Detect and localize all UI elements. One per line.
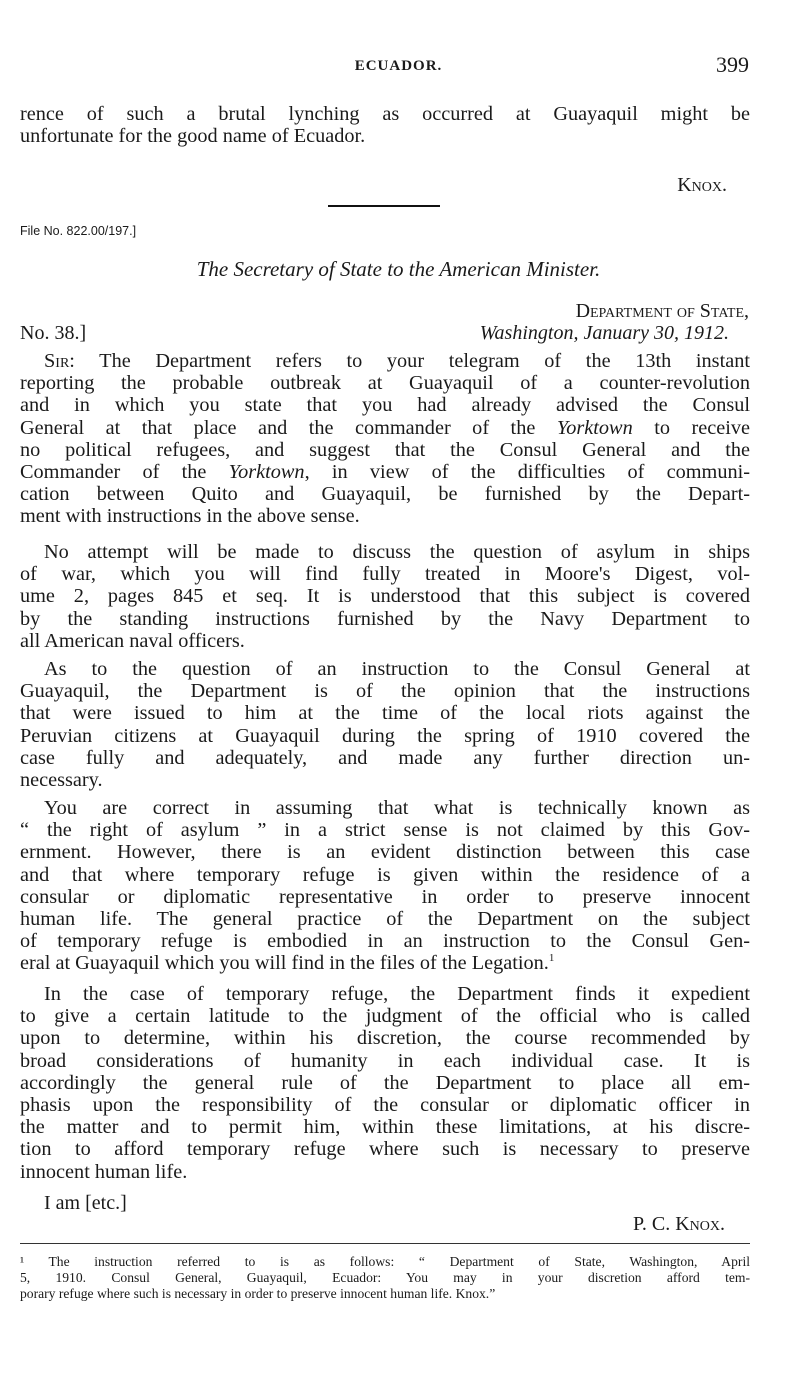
opening-paragraph: [20, 103, 750, 147]
footnote-line: ¹ The instruction referred to is as follows: “ Department of State, Washington, April: [20, 1254, 750, 1269]
signature-pc-knox: P. C. Knox.: [632, 1213, 725, 1235]
text-line: [20, 952, 750, 974]
text-line: by the standing instructions furnished by the Navy Department to: [20, 607, 750, 630]
closing: I am [etc.]: [44, 1192, 127, 1214]
text-line: of temporary refuge is embodied in an instruction to the Consul Gen-: [20, 930, 750, 953]
text-line: broad considerations of humanity in each individual case. It is: [20, 1049, 750, 1072]
footnote: [20, 1254, 750, 1302]
dateline: Washington, January 30, 1912.: [479, 322, 729, 344]
text-line: Peruvian citizens at Guayaquil during the spring of 1910 covered the: [20, 724, 750, 747]
text-line: to give a certain latitude to the judgment of the official who is called: [20, 1005, 750, 1028]
text-line: necessary.: [20, 769, 103, 792]
footnote-line: porary refuge where such is necessary in order to preserve innocent human life. Knox.”: [20, 1286, 496, 1301]
document-heading: The Secretary of State to the American Minister.: [196, 257, 601, 281]
text-line: ment with instructions in the above sense.: [20, 505, 360, 528]
text-line-content: eral at Guayaquil which you will find in the files of the Legation.: [20, 952, 549, 975]
paragraph-3: [20, 658, 750, 791]
text-line: ume 2, pages 845 et seq. It is understood that this subject is covered: [20, 585, 750, 608]
text-line: reporting the probable outbreak at Guayaquil of a counter-revolution: [20, 372, 750, 395]
text-line: and that where temporary refuge is given within the residence of a: [20, 863, 750, 886]
section-divider: [328, 205, 440, 207]
text-line: consular or diplomatic representative in order to preserve innocent: [20, 885, 750, 908]
text-line: upon to determine, within his discretion, the course recommended by: [20, 1027, 750, 1050]
text-line: tion to afford temporary refuge where such is necessary to preserve: [20, 1138, 750, 1161]
text-line: accordingly the general rule of the Department to place all em-: [20, 1071, 750, 1094]
page-number: 399: [716, 52, 749, 77]
text-line: and in which you state that you had already advised the Consul: [20, 394, 750, 417]
running-header: ECUADOR.: [354, 58, 443, 74]
text-line: all American naval officers.: [20, 629, 245, 652]
text-line: Commander of the Yorktown, in view of the difficulties of communi-: [20, 461, 750, 484]
file-number: File No. 822.00/197.]: [20, 224, 137, 238]
text-line: “ the right of asylum ” in a strict sense is not claimed by this Gov-: [20, 819, 750, 842]
paragraph-5: [20, 983, 750, 1183]
document-number: No. 38.]: [20, 322, 87, 344]
text-line: no political refugees, and suggest that the Consul General and the: [20, 438, 750, 461]
signature-knox: Knox.: [677, 174, 727, 196]
text-line: case fully and adequately, and made any further direction un-: [20, 746, 750, 769]
text-line: General at that place and the commander of the Yorktown to receive: [20, 416, 751, 439]
text-line: Guayaquil, the Department is of the opinion that the instructions: [20, 680, 750, 703]
text-line: unfortunate for the good name of Ecuador.: [20, 125, 366, 148]
footnote-marker: 1: [548, 952, 555, 965]
text-line: cation between Quito and Guayaquil, be furnished by the Depart-: [20, 483, 750, 506]
footnote-divider: [20, 1243, 750, 1244]
text-line: phasis upon the responsibility of the consular or diplomatic officer in: [20, 1094, 750, 1117]
paragraph-4: [20, 797, 750, 975]
paragraph-2: [20, 541, 750, 652]
text-line: of war, which you will find fully treated in Moore's Digest, vol-: [20, 563, 750, 586]
text-line: Sir: The Department refers to your telegram of the 13th instant: [44, 350, 750, 372]
footnote-line: 5, 1910. Consul General, Guayaquil, Ecuador: You may in your discretion afford tem-: [20, 1270, 750, 1285]
text-line: ernment. However, there is an evident distinction between this case: [20, 841, 750, 864]
text-line: As to the question of an instruction to the Consul General at: [44, 658, 750, 680]
text-line: In the case of temporary refuge, the Department finds it expedient: [44, 983, 750, 1005]
text-line: human life. The general practice of the Department on the subject: [20, 908, 750, 931]
text-line: rence of such a brutal lynching as occurred at Guayaquil might be: [20, 103, 750, 125]
text-line: that were issued to him at the time of the local riots against the: [20, 702, 750, 725]
department-line: Department of State,: [575, 300, 749, 322]
text-line: No attempt will be made to discuss the question of asylum in ships: [44, 541, 750, 563]
paragraph-1: [20, 350, 750, 528]
text-line: the matter and to permit him, within these limitations, at his discre-: [20, 1116, 750, 1139]
text-line: innocent human life.: [20, 1160, 188, 1183]
text-line: You are correct in assuming that what is technically known as: [44, 797, 750, 819]
